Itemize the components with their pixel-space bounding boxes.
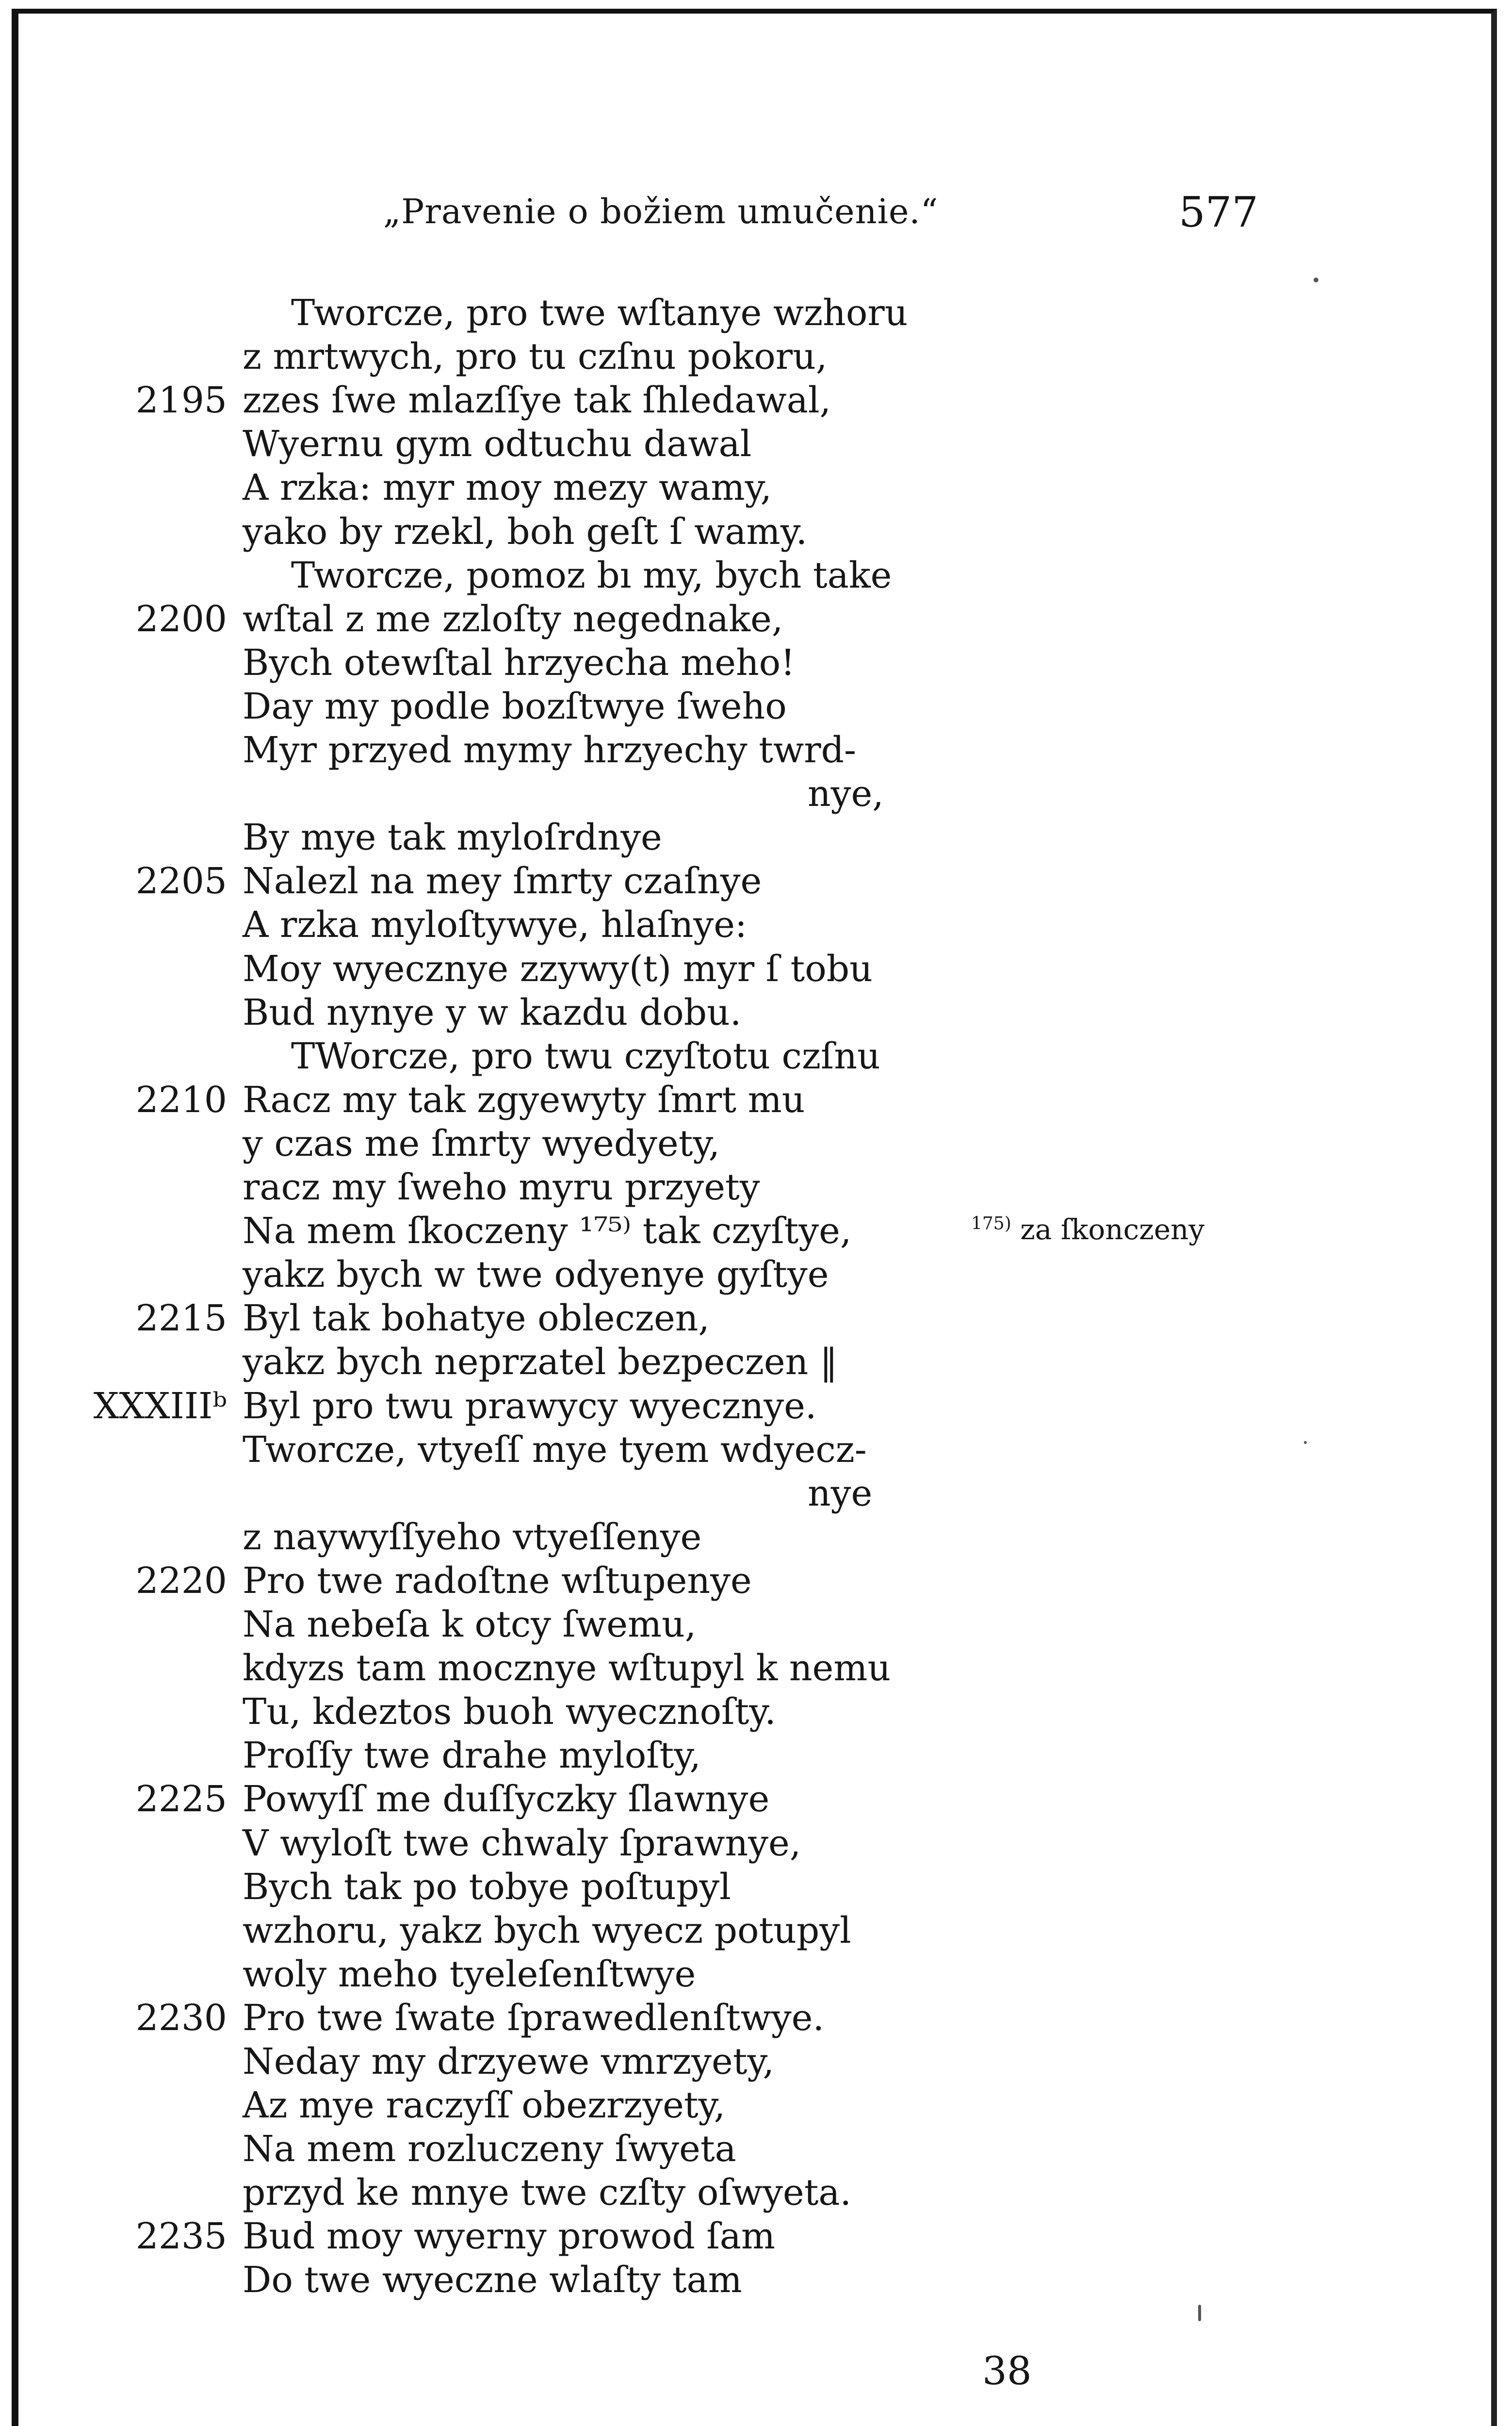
verse-line [0,772,970,816]
verse-text: Tworcze, vtyeſſ mye tyem wdyecz- [243,1429,867,1471]
verse-text: TWorcze, pro twu czyſtotu czſnu [291,1035,880,1077]
scan-speck [1314,278,1318,282]
verse-line [0,1122,970,1165]
verse-text: Nalezl na mey ſmrty czaſnye [243,860,762,902]
verse-text: Tu, kdeztos buoh wyecznoſty. [243,1691,776,1733]
verse-line [0,554,970,597]
verse-text: yako by rzekl, boh geſt ſ wamy. [243,511,808,553]
verse-line [0,1734,970,1777]
verse-line [0,1515,970,1559]
verse-line [0,1034,970,1078]
verse-text: Proſſy twe drahe myloſty, [243,1735,701,1776]
verse-line [0,2083,970,2127]
verse-line [0,1384,970,1428]
verse-line [0,510,970,554]
verse-text: Az mye raczyſſ obezrzyety, [243,2084,726,2126]
verse-text: Neday my drzyewe vmrzyety, [243,2041,775,2082]
verse-line [0,2127,970,2171]
line-number: XXXIIIᵇ [93,1385,227,1427]
verse-text: A rzka: myr moy mezy wamy, [243,467,772,508]
verse-text: Bud nynye y w kazdu dobu. [243,992,742,1033]
verse-line [0,1209,970,1253]
verse-line [0,1690,970,1734]
verse-text: By mye tak myloſrdnye [243,817,662,858]
verse-text: Na mem rozluczeny ſwyeta [243,2128,736,2170]
verse-line [0,903,970,947]
verse-text: Day my podle bozſtwye ſweho [243,686,787,727]
verse-text: Moy wyecznye zzywy(t) myr ſ tobu [243,948,873,990]
verse-text: z mrtwych, pro tu czſnu pokoru, [243,336,828,377]
verse-text: Pro twe radoſtne wſtupenye [243,1560,752,1602]
scan-speck [1198,2305,1201,2321]
verse-line [0,1996,970,2040]
verse-line [0,1603,970,1646]
line-number: 2200 [135,598,227,640]
verse-line [0,335,970,378]
footnote-text: za ſkonczeny [1020,1213,1205,1246]
verse-text: Na nebeſa k otcy ſwemu, [243,1604,697,1645]
line-number: 2205 [135,860,227,902]
verse-line [0,378,970,422]
verse-line [0,1821,970,1865]
verse-text: zzes ſwe mlazſſye tak ſhledawal, [243,379,831,421]
verse-text: z naywyſſyeho vtyeſſenye [243,1516,702,1558]
verse-text: Byl tak bohatye obleczen, [243,1297,710,1339]
verse-text: kdyzs tam mocznye wſtupyl k nemu [243,1647,891,1689]
signature-mark: 38 [982,2348,1032,2393]
verse-line [0,1340,970,1384]
running-title: „Pravenie o božiem umučenie.“ [383,192,939,231]
verse-line [0,685,970,728]
verse-line [0,466,970,509]
verse-text: V wyloſt twe chwaly ſprawnye, [243,1822,801,1864]
verse-line [0,422,970,466]
verse-text: nye [808,1473,873,1514]
verse-text: Powyſſ me duſſyczky ſlawnye [243,1778,770,1820]
page-number: 577 [1179,188,1259,237]
verse-line [0,1646,970,1690]
verse-text: Byl pro twu prawycy wyecznye. [243,1385,817,1427]
verse-line [0,1865,970,1909]
scan-speck [1304,1441,1307,1444]
verse-line [0,1078,970,1122]
verse-text: Pro twe ſwate ſprawedlenſtwye. [243,1997,824,2039]
verse-text: Bych otewſtal hrzyecha meho! [243,642,795,684]
verse-text: woly meho tyeleſenſtwye [243,1953,696,1995]
verse-text: y czas me ſmrty wyedyety, [243,1123,720,1164]
verse-line [0,991,970,1034]
verse-text: yakz bych w twe odyenye gyſtye [243,1254,829,1295]
footnote [971,1213,1204,1246]
verse-line [0,597,970,641]
verse-line [0,816,970,859]
verse-line [0,1472,970,1515]
verse-line [0,1777,970,1821]
verse-line [0,2171,970,2214]
line-number: 2225 [135,1778,227,1820]
verse-text: Tworcze, pomoz bı my, bych take [291,555,892,596]
footnote-marker: 175) [971,1213,1011,1234]
line-number: 2230 [135,1997,227,2039]
verse-line [0,641,970,685]
line-number: 2210 [135,1079,227,1121]
verse-line [0,1428,970,1472]
verse-line [0,1559,970,1603]
verse-line [0,1909,970,1952]
verse-text: przyd ke mnye twe czſty oſwyeta. [243,2172,852,2213]
verse-text: wſtal z me zzloſty negednake, [243,598,783,640]
verse-text: racz my ſweho myru przyety [243,1166,760,1208]
verse-text: Do twe wyeczne wlaſty tam [243,2259,742,2301]
line-number: 2215 [135,1297,227,1339]
line-number: 2195 [135,379,227,421]
verse-line [0,1296,970,1340]
verse-text: Myr przyed mymy hrzyechy twrd- [243,729,857,771]
verse-text: Racz my tak zgyewyty ſmrt mu [243,1079,805,1121]
verse-text: Na mem ſkoczeny ¹⁷⁵⁾ tak czyſtye, [243,1210,852,1252]
verse-text: A rzka myloſtywye, hlaſnye: [243,904,747,946]
verse-text: wzhoru, yakz bych wyecz potupyl [243,1910,851,1951]
verse-line [0,2040,970,2083]
verse-text: Bych tak po tobye poſtupyl [243,1866,731,1908]
verse-line [0,2258,970,2302]
line-number: 2220 [135,1560,227,1602]
verse-line [0,1253,970,1296]
verse-text: Tworcze, pro twe wſtanye wzhoru [291,292,908,334]
verse-line [0,1952,970,1996]
verse-text: yakz bych neprzatel bezpeczen ‖ [243,1341,838,1383]
verse-text: nye, [808,773,884,815]
verse-line [0,947,970,991]
verse-text: Wyernu gym odtuchu dawal [243,423,752,465]
verse-text: Bud moy wyerny prowod ſam [243,2215,776,2257]
verse-line [0,859,970,903]
verse-line [0,728,970,772]
verse-line [0,291,970,335]
verse-line [0,2214,970,2258]
verse-line [0,1165,970,1209]
line-number: 2235 [135,2215,227,2257]
